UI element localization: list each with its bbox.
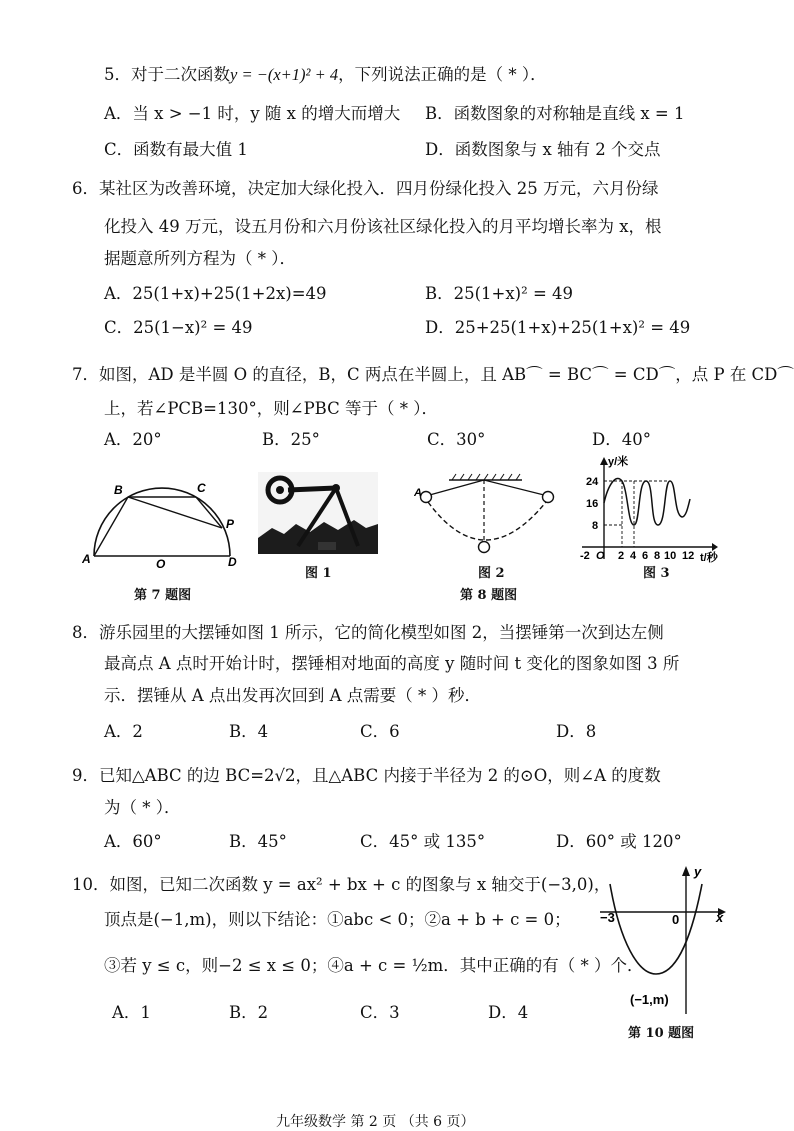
q7-line-1: 7．如图，AD 是半圆 O 的直径，B，C 两点在半圆上，且 AB⌒ = BC⌒ = CD⌒，点 P 在 CD⌒ (72, 365, 794, 384)
q5-option-d: D．函数图象与 x 轴有 2 个交点 (425, 140, 661, 159)
label-p: P (226, 517, 235, 531)
y-tick-16: 16 (586, 498, 599, 510)
q7-option-d: D．40° (592, 430, 651, 449)
q9-option-d: D．60° 或 120° (556, 832, 682, 851)
q6-line-1: 6．某社区为改善环境，决定加大绿化投入．四月份绿化投入 25 万元，六月份绿 (72, 179, 659, 198)
q5-option-c: C．函数有最大值 1 (104, 140, 248, 159)
q7-option-c: C．30° (427, 430, 486, 449)
fig8-caption: 第 8 题图 (460, 588, 518, 603)
y-axis-label: y/米 (608, 456, 629, 468)
label-a: A (82, 552, 91, 566)
q10-parabola-figure (598, 862, 730, 1018)
x-tick-12: 12 (682, 550, 695, 562)
q10-option-b: B．2 (229, 1003, 269, 1022)
label-o: O (156, 557, 166, 570)
label-b: B (114, 483, 123, 497)
pendulum-arm (288, 488, 336, 490)
fig7-caption: 第 7 题图 (134, 588, 192, 603)
q8-option-d: D．8 (556, 722, 597, 741)
page-footer: 九年级数学 第 2 页 （共 6 页） (276, 1114, 475, 1130)
height-time-graph (578, 455, 728, 567)
q8-option-c: C．6 (360, 722, 400, 741)
x-tick-4: 4 (630, 550, 637, 562)
q7-line-2: 上，若∠PCB=130°，则∠PBC 等于（ * ）． (104, 399, 438, 418)
label-a: A (414, 487, 422, 499)
q6-option-d: D．25+25(1+x)+25(1+x)² = 49 (425, 318, 691, 337)
q10-line-1: 10．如图，已知二次函数 y = ax² + bx + c 的图象与 x 轴交于(−3,0)， (72, 875, 611, 894)
x-label: x (716, 910, 724, 925)
zero-label: 0 (672, 912, 680, 927)
pendulum-ride-photo (258, 472, 378, 554)
bob-left (421, 492, 432, 503)
label-d: D (228, 555, 237, 569)
t-axis-label: t/秒 (700, 552, 718, 564)
x-tick-8: 8 (654, 550, 661, 562)
rope-right (484, 480, 548, 496)
q6-option-c: C．25(1−x)² = 49 (104, 318, 253, 337)
q10-option-a: A．1 (112, 1003, 151, 1022)
q5-stem: 5．对于二次函数y = −(x+1)² + 4，下列说法正确的是（ * ）． (104, 65, 547, 84)
q10-option-c: C．3 (360, 1003, 400, 1022)
q6-line-2: 化投入 49 万元，设五月份和六月份该社区绿化投入的月平均增长率为 x，根 (104, 217, 662, 236)
q10-option-d: D．4 (488, 1003, 529, 1022)
q6-option-b: B．25(1+x)² = 49 (425, 284, 574, 303)
q6-option-a: A．25(1+x)+25(1+2x)=49 (104, 284, 327, 303)
q9-option-c: C．45° 或 135° (360, 832, 486, 851)
x-tick-2: 2 (618, 550, 625, 562)
q8-line-3: 示．摆锤从 A 点出发再次回到 A 点需要（ * ）秒． (104, 686, 482, 705)
height-curve (604, 478, 690, 525)
fig3-caption: 图 3 (643, 566, 670, 581)
y-tick-8: 8 (592, 520, 599, 532)
swing-path (428, 502, 546, 540)
fig2-caption: 图 2 (478, 566, 505, 581)
pendulum-model-figure (414, 470, 564, 560)
fig1-caption: 图 1 (305, 566, 332, 581)
q10-line-2: 顶点是(−1,m)，则以下结论：①abc < 0；②a + b + c = 0； (104, 910, 571, 929)
chord-ab (94, 497, 128, 556)
q9-line-1: 9．已知△ABC 的边 BC=2√2，且△ABC 内接于半径为 2 的⊙O，则∠A 的度数 (72, 766, 661, 785)
q9-line-2: 为（ * ）． (104, 798, 181, 817)
x-tick-neg2: -2 (580, 550, 590, 562)
q7-semicircle-figure (82, 478, 242, 570)
fig10-caption: 第 10 题图 (628, 1026, 695, 1041)
bob-right (543, 492, 554, 503)
bob-bottom (479, 542, 490, 553)
vertex-label: (−1,m) (630, 992, 669, 1007)
q8-option-b: B．4 (229, 722, 269, 741)
semicircle-arc (94, 488, 230, 556)
q10-line-3: ③若 y ≤ c，则−2 ≤ x ≤ 0；④a + c = ½m．其中正确的有（ * ）个． (104, 956, 644, 975)
q8-option-a: A．2 (104, 722, 143, 741)
x-tick-6: 6 (642, 550, 649, 562)
origin-label: O (596, 550, 605, 562)
q6-line-3: 据题意所列方程为（ * ）． (104, 249, 296, 268)
x-tick-10: 10 (664, 550, 677, 562)
q7-option-b: B．25° (262, 430, 320, 449)
y-tick-24: 24 (586, 476, 599, 488)
parabola-curve (610, 884, 702, 974)
q5-option-b: B．函数图象的对称轴是直线 x = 1 (425, 104, 685, 123)
label-c: C (197, 481, 206, 495)
y-label: y (694, 864, 702, 879)
neg3-label: −3 (600, 910, 615, 925)
q9-option-a: A．60° (104, 832, 162, 851)
q8-line-2: 最高点 A 点时开始计时，摆锤相对地面的高度 y 随时间 t 变化的图象如图 3 所 (104, 654, 680, 673)
q8-line-1: 8．游乐园里的大摆锤如图 1 所示，它的简化模型如图 2，当摆锤第一次到达左侧 (72, 623, 664, 642)
chord-bp (128, 497, 222, 528)
q9-option-b: B．45° (229, 832, 287, 851)
q5-option-a: A．当 x > −1 时，y 随 x 的增大而增大 (104, 104, 401, 123)
rope-left (426, 480, 484, 496)
q7-option-a: A．20° (104, 430, 162, 449)
